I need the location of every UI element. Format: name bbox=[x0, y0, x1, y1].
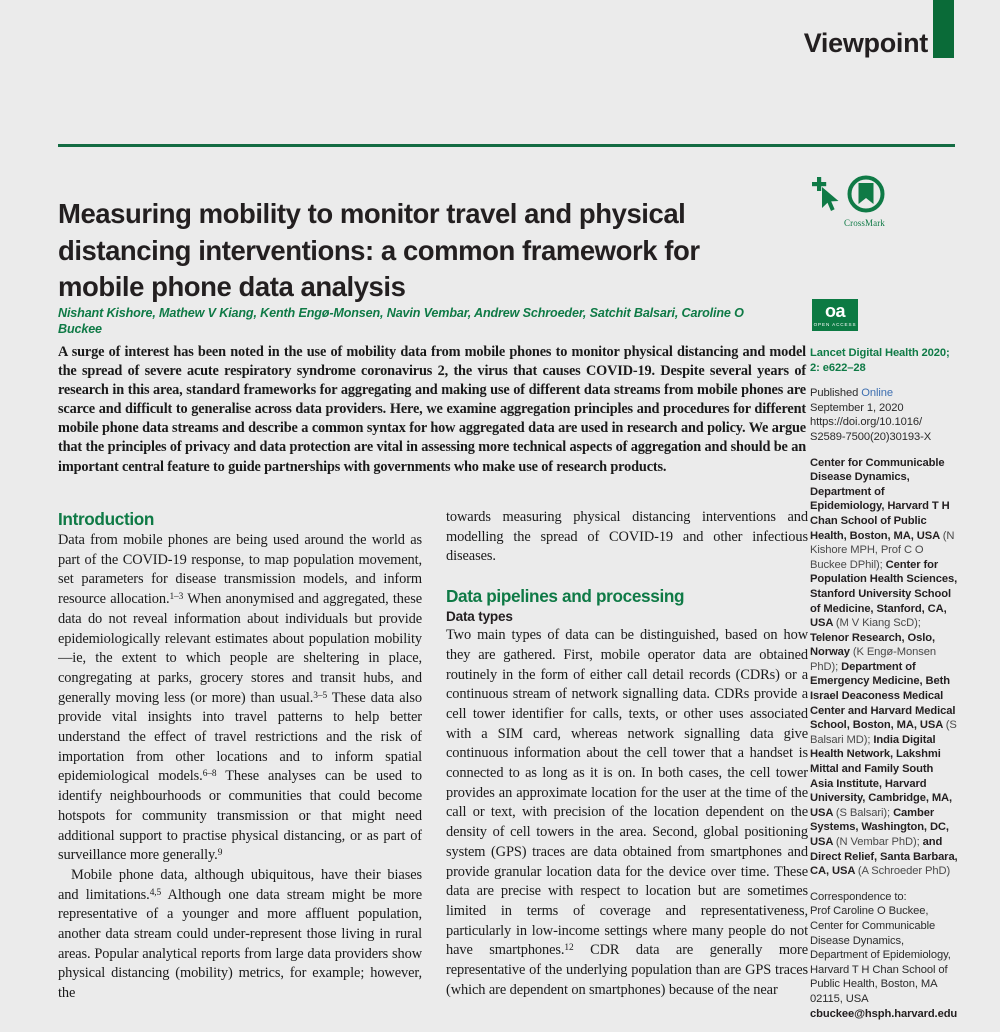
published-label: Published bbox=[810, 387, 862, 400]
citation-ref[interactable]: 4,5 bbox=[149, 887, 162, 898]
article-type-label: Viewpoint bbox=[803, 28, 928, 58]
open-access-badge bbox=[812, 299, 858, 331]
section-heading-introduction: Introduction bbox=[58, 509, 155, 529]
subsection-heading-data-types: Data types bbox=[446, 609, 513, 625]
published-line bbox=[810, 386, 958, 401]
crossmark-label: CrossMark bbox=[844, 218, 885, 228]
affiliation-author: (S Balsari MD); bbox=[810, 719, 957, 746]
citation-line-2: 2: e622–28 bbox=[810, 361, 866, 374]
paragraph-spacer bbox=[446, 567, 808, 585]
section-heading-data-pipelines: Data pipelines and processing bbox=[446, 586, 685, 607]
paragraph-text: When anonymised and aggregated, these data do not reveal information about individuals but provide epidemiologically relevant estimates about population mobility—ie, the extent to which people are sheltering in place, congregating at parks, grocery stores and transit hubs, and generally moving less (or more) than usual. bbox=[58, 591, 422, 706]
citation-ref[interactable]: 6–8 bbox=[202, 769, 217, 780]
header-divider-rule bbox=[58, 144, 955, 147]
paragraph-text: CDR data are generally more representative of the underlying population than are GPS traces (which are dependent on smartphones) because of the near bbox=[446, 942, 808, 998]
header-accent-bar bbox=[933, 0, 954, 58]
correspondence-label: Correspondence to: bbox=[810, 890, 907, 903]
citation-ref[interactable]: 12 bbox=[564, 943, 574, 954]
citation-ref[interactable]: 3–5 bbox=[313, 690, 328, 701]
publication-info bbox=[810, 386, 958, 444]
paragraph-text: Two main types of data can be distinguished, based on how they are gathered. First, mobile operator data are obtained routinely in the form of either call detail records (CDRs) or a continuous stream of network signalling data. CDRs provide a cell tower identifier for calls, texts, or other uses associated with a SIM card, whereas network signalling data give continuous information about the cell tower that a handset is connected to as long as it is on. In both cases, the cell tower provides an approximate location for the user at the time of the call or text, with precision of the location dependent on the density of cell towers in the area. Second, global positioning system (GPS) traces are data obtained from smartphones and provide granular location data for the device over time. These data are precise with respect to location but are sometimes limited in terms of coverage and representativeness, particularly in low-income settings where many people do not have smartphones. bbox=[446, 627, 808, 959]
page-header bbox=[0, 0, 1000, 80]
affiliation-org: Center for Communicable Disease Dynamics, Department of Epidemiology, Harvard T H Chan School of Public Health, Boston, MA, USA bbox=[810, 456, 950, 542]
margin-info-column bbox=[810, 346, 958, 1032]
author-list: Nishant Kishore, Mathew V Kiang, Kenth Engø-Monsen, Navin Vembar, Andrew Schroeder, Satchit Balsari, Caroline O Buckee bbox=[58, 306, 744, 336]
correspondence-email[interactable]: cbuckee@hsph.harvard.edu bbox=[810, 1007, 958, 1020]
affiliation-org: Camber Systems, Washington, DC, USA bbox=[810, 806, 949, 848]
affiliation-org: Center for Population Health Sciences, Stanford University School of Medicine, Stanford, CA, USA bbox=[810, 558, 958, 630]
citation-ref[interactable]: 9 bbox=[217, 848, 223, 859]
correspondence-address: Prof Caroline O Buckee, Center for Communicable Disease Dynamics, Department of Epidemiology, Harvard T H Chan School of Public Health, Boston, MA 02115, USA bbox=[810, 905, 951, 1005]
affiliation-org: Telenor Research, Oslo, Norway bbox=[810, 631, 935, 659]
body-column-left bbox=[58, 508, 422, 1008]
citation-ref[interactable]: 1–3 bbox=[169, 592, 184, 603]
citation-line-1: Lancet Digital Health 2020; bbox=[810, 347, 950, 359]
affiliation-author: (N Vembar PhD); bbox=[835, 836, 923, 848]
paragraph-continued: towards measuring physical distancing interventions and modelling the spread of COVID-19 and other infectious diseases. bbox=[446, 509, 808, 565]
affiliation-author: (S Balsari); bbox=[835, 806, 894, 819]
affiliation-author: (M V Kiang ScD); bbox=[835, 617, 921, 630]
affiliation-org: Department of Emergency Medicine, Beth Israel Deaconess Medical Center and Harvard Medical School, Boston, MA, USA bbox=[810, 660, 956, 732]
doi-line-1[interactable]: https://doi.org/10.1016/ bbox=[810, 416, 923, 429]
journal-citation bbox=[810, 346, 958, 375]
paragraph-intro-2 bbox=[58, 866, 422, 1004]
paragraph-intro-1 bbox=[58, 531, 422, 866]
crossmark-badge[interactable] bbox=[808, 174, 918, 236]
abstract-text: A surge of interest has been noted in the use of mobility data from mobile phones to monitor physical distancing and model the spread of severe acute respiratory syndrome coronavirus 2, the virus that causes COVID-19. Despite several years of research in this area, standard frameworks for aggregating and making use of different data streams from mobile phones are scarce and difficult to generalise across data providers. Here, we examine aggregation principles and procedures for different mobile phone data streams and describe a common syntax for how aggregated data are used in research and policy. We argue that the principles of privacy and data protection are vital in assessing more technical aspects of aggregation and should be an important central feature to guide partnerships with governments who make use of research products. bbox=[58, 344, 806, 475]
affiliation-org: India Digital Health Network, Lakshmi Mittal and Family South Asia Institute, Harvard University, Cambridge, MA, USA bbox=[810, 733, 953, 819]
crossmark-icon bbox=[808, 174, 918, 222]
affiliation-org: and Direct Relief, Santa Barbara, CA, USA bbox=[810, 836, 958, 878]
doi-line-2[interactable]: S2589-7500(20)30193-X bbox=[810, 430, 932, 443]
author-affiliations bbox=[810, 456, 958, 879]
paragraph-data-types bbox=[446, 626, 808, 1000]
paragraph-text: Although one data stream might be more representative of a younger and more affluent population, another data stream could under-represent those living in rural areas. Popular analytical reports from large data providers show physical distancing (mobility) metrics, for example; however, the bbox=[58, 886, 422, 1002]
page-title: Measuring mobility to monitor travel and physical distancing interventions: a common framework for mobile phone data analysis bbox=[58, 198, 700, 303]
published-date: September 1, 2020 bbox=[810, 401, 904, 414]
affiliation-author: (N Kishore MPH, Prof C O Buckee DPhil); bbox=[810, 529, 955, 571]
affiliation-author: (K Engø-Monsen PhD); bbox=[810, 646, 936, 673]
published-online-link[interactable]: Online bbox=[861, 387, 893, 400]
body-column-right bbox=[446, 508, 808, 1008]
affiliation-author: (A Schroeder PhD) bbox=[857, 865, 951, 878]
paragraph-text: These data also provide vital insights into travel patterns to help better understand the effect of travel restrictions and the risk of importation from other locations and to inform spatial epidemiological models. bbox=[58, 689, 422, 785]
paragraph-text: These analyses can be used to identify neighbourhoods or communities that could become hotspots for community transmission or that might need additional support to practise physical distancing, or as part of surveillance more generally. bbox=[58, 768, 422, 864]
paragraph-text: Data from mobile phones are being used around the world as part of the COVID-19 response, to map population movement, set parameters for disease transmission models, and inform resource allocation. bbox=[58, 532, 422, 608]
open-access-abbrev: oa bbox=[824, 301, 845, 321]
correspondence-block bbox=[810, 890, 958, 1021]
open-access-label: OPEN ACCESS bbox=[813, 322, 857, 327]
paragraph-text: Mobile phone data, although ubiquitous, have their biases and limitations. bbox=[58, 866, 422, 903]
